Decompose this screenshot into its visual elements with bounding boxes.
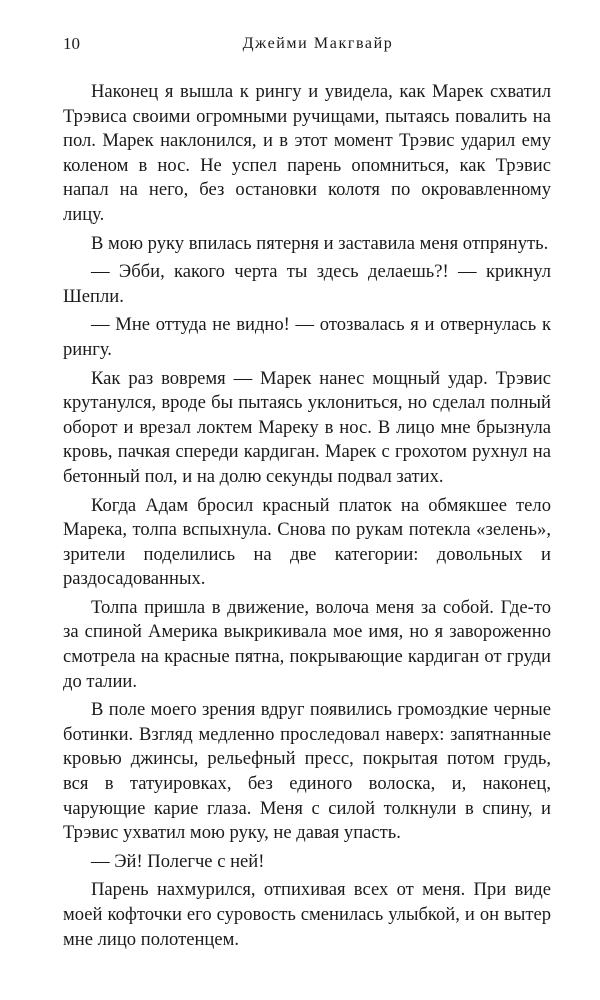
body-text [63, 80, 551, 956]
paragraph: Как раз вовремя — Марек нанес мощный удар. Трэвис крутанулся, вроде бы пытаясь уклониться, но сделал полный оборот и врезал локтем Мареку в нос. В лицо мне брызнула кровь, пачкая спереди кардиган. Марек с грохотом рухнул на бетонный пол, и на долю секунды подвал затих. [63, 367, 551, 487]
paragraph: Толпа пришла в движение, волоча меня за собой. Где-то за спиной Америка выкрикивала мое имя, но я завороженно смотрела на красные пятна, покрывающие кардиган от груди до талии. [63, 596, 551, 692]
paragraph: — Мне оттуда не видно! — отозвалась я и отвернулась к рингу. [63, 314, 551, 360]
paragraph: Когда Адам бросил красный платок на обмякшее тело Марека, толпа вспыхнула. Снова по рукам потекла «зелень», зрители поделились на две категории: довольных и раздосадованных. [63, 494, 551, 590]
paragraph: Наконец я вышла к рингу и увидела, как Марек схватил Трэвиса своими огромными ручищами, пытаясь повалить на пол. Марек наклонился, и в этот момент Трэвис ударил ему коленом в нос. Не успел парень опомниться, как Трэвис напал на него, без остановки колотя по окровавленному лицу. [63, 81, 551, 225]
page-number: 10 [63, 34, 80, 53]
paragraph: В мою руку впилась пятерня и заставила меня отпрянуть. [91, 232, 549, 254]
paragraph: Парень нахмурился, отпихивая всех от меня. При виде моей кофточки его суровость сменилась улыбкой, и он вытер мне лицо полотенцем. [63, 879, 551, 950]
paragraph: В поле моего зрения вдруг появились громоздкие черные ботинки. Взгляд медленно проследовал наверх: запятнанные кровью джинсы, рельефный пресс, покрытая потом грудь, вся в татуировках, без единого волоска, и, наконец, чарующие карие глаза. Меня с силой толкнули в спину, и Трэвис ухватил мою руку, не давая упасть. [63, 699, 551, 844]
paragraph: — Эбби, какого черта ты здесь делаешь?! — крикнул Шепли. [63, 261, 551, 307]
running-head-author: Джейми Макгвайр [242, 35, 394, 52]
paragraph: — Эй! Полегче с ней! [91, 850, 265, 872]
